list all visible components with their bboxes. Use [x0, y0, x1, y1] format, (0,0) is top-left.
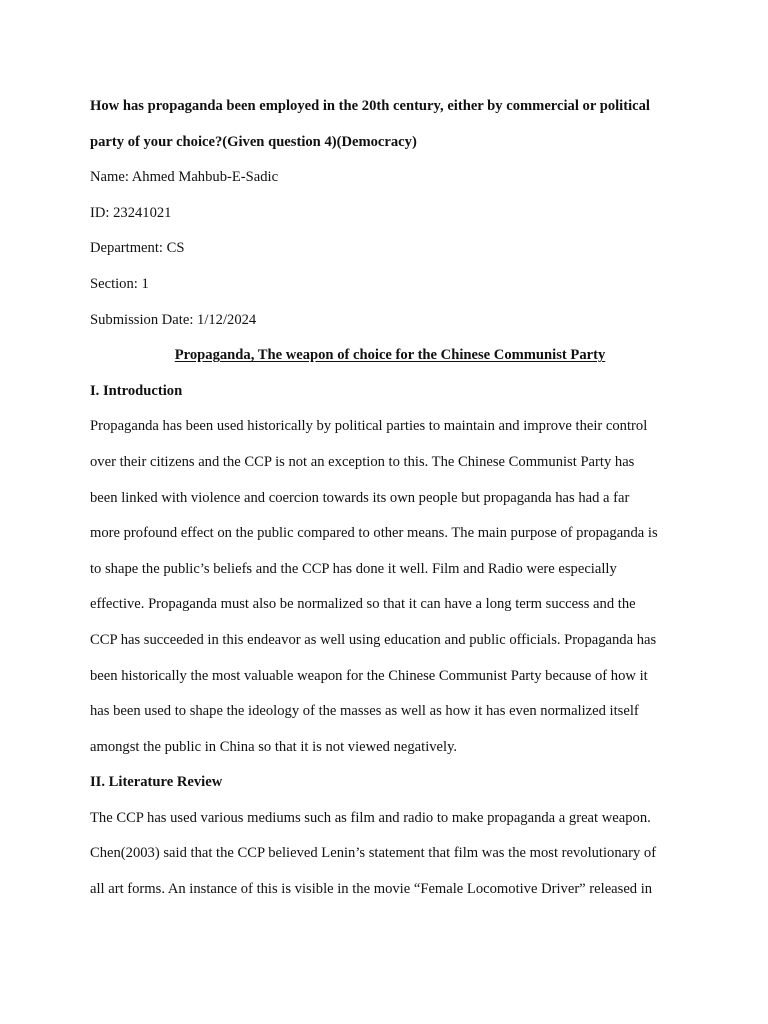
student-name: Name: Ahmed Mahbub-E-Sadic — [90, 169, 279, 186]
question-line-2: party of your choice?(Given question 4)(Democracy) — [90, 133, 417, 150]
literature-review-paragraph — [90, 801, 690, 908]
paragraph-line: CCP has succeeded in this endeavor as well using education and public officials. Propaganda has — [90, 631, 657, 648]
section-heading-literature-review: II. Literature Review — [90, 774, 223, 791]
paragraph-line: has been used to shape the ideology of the masses as well as how it has even normalized itself — [90, 703, 639, 720]
paragraph-line: to shape the public’s beliefs and the CCP has done it well. Film and Radio were especially — [90, 560, 617, 577]
student-department: Department: CS — [90, 240, 185, 257]
paragraph-line: The CCP has used various mediums such as film and radio to make propaganda a great weapon. — [90, 809, 651, 826]
paragraph-line: over their citizens and the CCP is not an exception to this. The Chinese Communist Party has — [90, 453, 635, 470]
paragraph-line: all art forms. An instance of this is visible in the movie “Female Locomotive Driver” released in — [90, 881, 653, 898]
student-section: Section: 1 — [90, 275, 149, 292]
question-line-1: How has propaganda been employed in the 20th century, either by commercial or political — [90, 98, 650, 114]
paragraph-line: Propaganda has been used historically by political parties to maintain and improve their control — [90, 418, 648, 435]
introduction-paragraph — [90, 409, 690, 765]
section-heading-introduction: I. Introduction — [90, 382, 183, 399]
paragraph-line: Chen(2003) said that the CCP believed Lenin’s statement that film was the most revolutionary of — [90, 845, 657, 862]
document-page — [90, 89, 690, 908]
paragraph-line: amongst the public in China so that it is not viewed negatively. — [90, 738, 458, 755]
student-id: ID: 23241021 — [90, 204, 172, 221]
submission-date: Submission Date: 1/12/2024 — [90, 311, 257, 328]
paragraph-line: been historically the most valuable weapon for the Chinese Communist Party because of how it — [90, 667, 648, 684]
paragraph-line: been linked with violence and coercion towards its own people but propaganda has had a far — [90, 489, 630, 506]
paragraph-line: more profound effect on the public compared to other means. The main purpose of propaganda is — [90, 525, 658, 542]
paragraph-line: effective. Propaganda must also be normalized so that it can have a long term success and the — [90, 596, 636, 613]
essay-title: Propaganda, The weapon of choice for the Chinese Communist Party — [174, 347, 606, 364]
